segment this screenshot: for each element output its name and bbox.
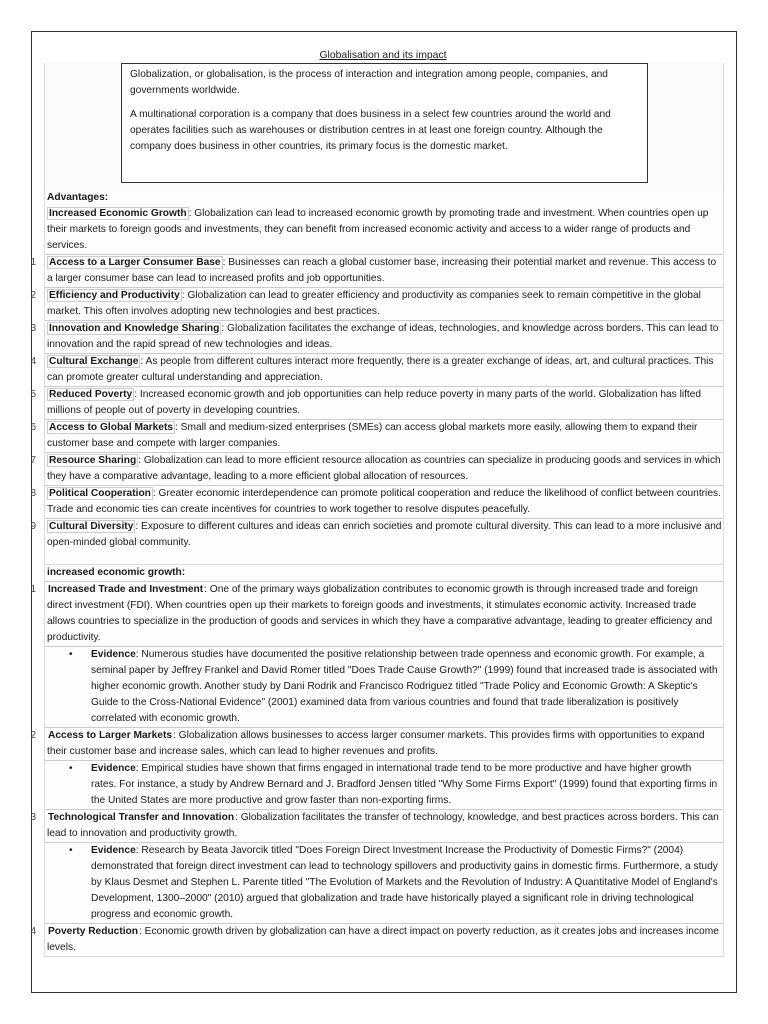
advantage-text: : Globalization can lead to more efficient resource allocation as countries can specialize in producing goods and services in which they have a comparative advantage, leading to a more efficient global allocation of resources. <box>47 455 721 482</box>
growth-section <box>30 565 724 957</box>
growth-item <box>30 923 723 956</box>
bullet-icon: • <box>69 649 73 660</box>
advantage-text: : Exposure to different cultures and ideas can enrich societies and promote cultural diversity. This can lead to a more inclusive and open-minded global community. <box>47 521 722 548</box>
list-number: 7 <box>30 455 36 466</box>
evidence-label: Evidence <box>91 763 136 774</box>
intro-paragraph-2: A multinational corporation is a company that does business in a select few countries around the world and operates facilities such as warehouses or distribution centres in at least one foreign country. Although the company does business in other countries, its primary focus is the domestic market. <box>130 109 611 152</box>
advantage-text: : Greater economic interdependence can promote political cooperation and reduce the likelihood of conflict between countries. Trade and economic ties can create incentives for countries to work together to resolve disputes peacefully. <box>47 488 721 515</box>
list-number: 3 <box>30 812 36 823</box>
growth-item <box>30 809 723 842</box>
advantage-text: : Increased economic growth and job opportunities can help reduce poverty in many parts of the world. Globalization has lifted millions of people out of poverty in developing countries. <box>47 389 702 416</box>
intro-section <box>44 63 724 190</box>
bullet-icon: • <box>69 763 73 774</box>
list-number: 2 <box>30 730 36 741</box>
growth-text: : Globalization allows businesses to access larger consumer markets. This provides firms with opportunities to expand their customer base and increase sales, which can lead to higher revenues and profits. <box>47 730 705 757</box>
advantage-lead: Access to Global Markets <box>49 422 173 433</box>
advantage-item <box>30 254 723 287</box>
document-body <box>30 49 724 957</box>
advantage-lead: Political Cooperation <box>49 488 151 499</box>
advantage-lead: Efficiency and Productivity <box>49 290 180 301</box>
advantage-item <box>45 206 723 254</box>
advantage-item <box>30 287 723 320</box>
advantage-text: : Small and medium-sized enterprises (SMEs) can access global markets more easily, allowing them to expand their customer base and compete with larger companies. <box>47 422 698 449</box>
list-number: 1 <box>30 257 36 268</box>
evidence-item <box>45 760 723 809</box>
advantage-lead: Reduced Poverty <box>49 389 133 400</box>
list-number: 9 <box>30 521 36 532</box>
advantage-lead: Access to a Larger Consumer Base <box>49 257 221 268</box>
evidence-item <box>45 842 723 923</box>
list-number: 3 <box>30 323 36 334</box>
growth-lead: Poverty Reduction <box>48 926 139 937</box>
growth-text: : One of the primary ways globalization contributes to economic growth is through increased trade and foreign direct investment (FDI). When countries open up their markets to foreign goods and investments, it stimulates economic activity. Increased trade allows countries to specialize in the production of goods and services in which they have a comparative advantage, leading to greater efficiency and productivity. <box>47 584 713 643</box>
advantages-heading: Advantages: <box>47 192 109 203</box>
advantage-item <box>30 419 723 452</box>
bullet-icon: • <box>69 845 73 856</box>
advantage-item <box>30 518 723 551</box>
advantage-lead: Cultural Exchange <box>49 356 139 367</box>
list-number: 6 <box>30 422 36 433</box>
evidence-text: : Numerous studies have documented the positive relationship between trade openness and economic growth. For example, a seminal paper by Jeffrey Frankel and David Romer titled "Does Trade Cause Growth?" (1999) found that increased trade is associated with higher economic growth. Another study by Dani Rodrik and Francisco Rodriguez titled "Trade Policy and Economic Growth: A Skeptic's Guide to the Cross-National Evidence" (2001) examined data from various countries and found that trade liberalization is positively correlated with economic growth. <box>91 649 718 724</box>
evidence-text: : Research by Beata Javorcik titled "Does Foreign Direct Investment Increase the Productivity of Domestic Firms?" (2004) demonstrated that foreign direct investment can lead to technology spillovers and productivity gains in domestic firms. Furthermore, a study by Klaus Desmet and Stephen L. Parente titled "The Evolution of Markets and the Revolution of Industry: A Quantitative Model of England's Development, 1300–2000" (2010) argued that globalization and trade have historically played a significant role in driving technological progress and economic growth. <box>91 845 718 920</box>
advantage-lead: Cultural Diversity <box>49 521 134 532</box>
advantage-lead: Resource Sharing <box>49 455 137 466</box>
growth-lead: Technological Transfer and Innovation <box>48 812 235 823</box>
advantage-item <box>30 452 723 485</box>
evidence-label: Evidence <box>91 845 136 856</box>
evidence-label: Evidence <box>91 649 136 660</box>
advantage-item <box>30 386 723 419</box>
advantage-item <box>30 320 723 353</box>
advantage-item <box>30 353 723 386</box>
evidence-text: : Empirical studies have shown that firms engaged in international trade tend to be more productive and have higher growth rates. For instance, a study by Andrew Bernard and J. Bradford Jensen titled "Why Some Firms Export" (1999) found that exporting firms in the United States are more productive and grow faster than non-exporting firms. <box>91 763 718 806</box>
growth-item <box>30 581 723 646</box>
advantage-text: : Globalization can lead to greater efficiency and productivity as companies seek to remain competitive in the global market. This often involves adopting new technologies and best practices. <box>47 290 701 317</box>
growth-text: : Globalization facilitates the transfer of technology, knowledge, and best practices across borders. This can lead to innovation and productivity growth. <box>47 812 719 839</box>
growth-lead: Access to Larger Markets <box>48 730 173 741</box>
list-number: 4 <box>30 926 36 937</box>
list-number: 4 <box>30 356 36 367</box>
advantages-section <box>30 190 724 565</box>
advantage-lead: Innovation and Knowledge Sharing <box>49 323 220 334</box>
advantage-text: : Businesses can reach a global customer base, increasing their potential market and revenue. This access to a larger consumer base can lead to increased profits and job opportunities. <box>47 257 717 284</box>
advantage-text: : Globalization facilitates the exchange of ideas, technologies, and knowledge across borders. This can lead to innovation and the rapid spread of new technologies and ideas. <box>47 323 719 350</box>
advantage-lead: Increased Economic Growth <box>49 208 187 219</box>
list-number: 1 <box>30 584 36 595</box>
growth-lead: Increased Trade and Investment <box>48 584 204 595</box>
growth-item <box>30 727 723 760</box>
advantage-text: : As people from different cultures interact more frequently, there is a greater exchange of ideas, art, and cultural practices. This can promote greater cultural understanding and appreciation. <box>47 356 714 383</box>
list-number: 8 <box>30 488 36 499</box>
evidence-item <box>45 646 723 727</box>
list-number: 2 <box>30 290 36 301</box>
page-title: Globalisation and its impact <box>319 50 447 61</box>
advantage-text: : Globalization can lead to increased economic growth by promoting trade and investment. When countries open up their markets to foreign goods and investments, they can benefit from increased economic activity and access to a wider range of products and services. <box>47 208 709 251</box>
intro-textbox[interactable] <box>121 63 648 183</box>
intro-paragraph-1: Globalization, or globalisation, is the process of interaction and integration among people, companies, and governments worldwide. <box>130 69 608 96</box>
growth-text: : Economic growth driven by globalization can have a direct impact on poverty reduction, as it creates jobs and increases income levels. <box>47 926 719 953</box>
list-number: 5 <box>30 389 36 400</box>
growth-heading: increased economic growth: <box>47 567 186 578</box>
advantage-item <box>30 485 723 518</box>
spacer <box>45 551 723 564</box>
